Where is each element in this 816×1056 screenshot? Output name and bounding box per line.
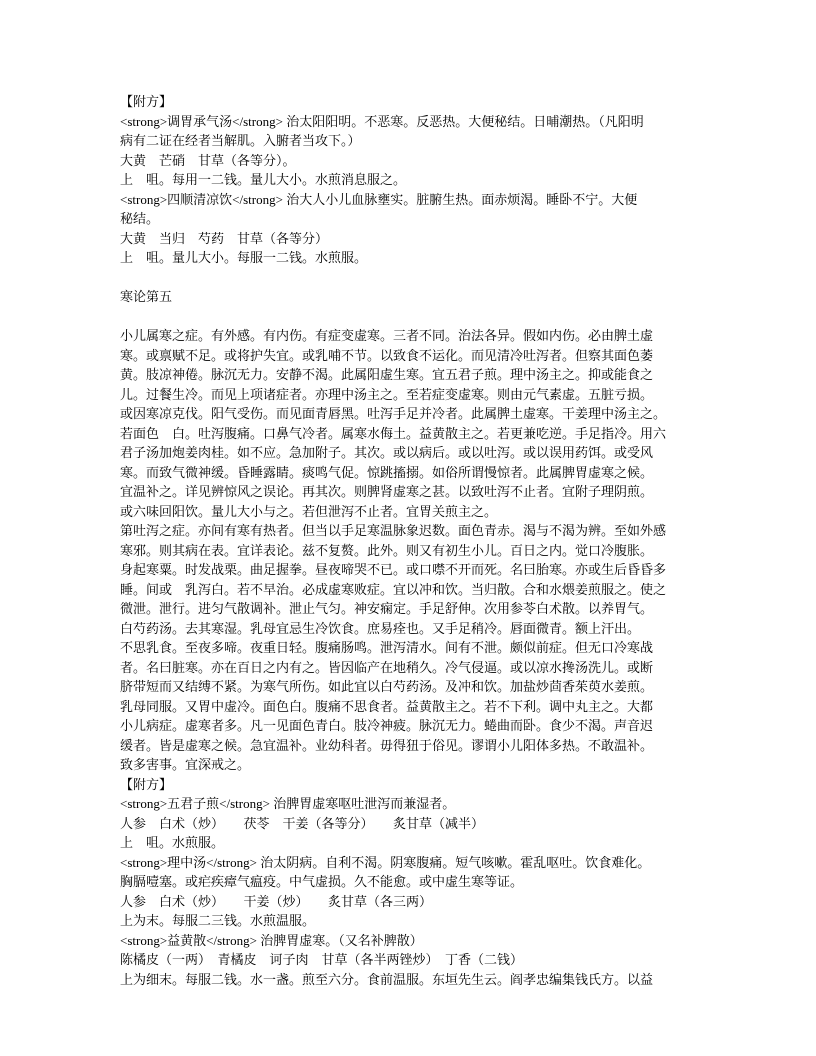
instruction-line: 上为细末。每服二钱。水一盏。煎至六分。食前温服。东垣先生云。阎孝忠编集钱氏方。以益 [120, 971, 654, 987]
body-text-line: 胸膈噎塞。或疟疾瘴气瘟疫。中气虚损。久不能愈。或中虚生寒等证。 [120, 874, 524, 889]
instruction-line: 上为末。每服二三钱。水煎温服。 [120, 913, 316, 928]
body-text-line: 君子汤加炮姜肉桂。如不应。急加附子。其次。或以病后。或以吐泻。或以误用药饵。或受风 [120, 445, 654, 460]
instruction-line: 上 咀。量儿大小。每服一二钱。水煎服。 [120, 250, 368, 265]
ingredient-line: 大黄 当归 芍药 甘草（各等分） [120, 230, 329, 246]
instruction-line: 上 咀。水煎服。 [120, 835, 225, 850]
body-text-line: 小儿病症。虚寒者多。凡一见面色青白。肢冷神疲。脉沉无力。蜷曲而卧。食少不渴。声音迟 [120, 718, 654, 733]
body-text-line: 身起寒粟。时发战栗。曲足握拳。昼夜啼哭不已。或口噤不开而死。名曰胎寒。亦或生后昏昏多 [120, 562, 667, 577]
body-text-line: 或因寒凉克伐。阳气受伤。而见面青唇黑。吐泻手足并冷者。此属脾土虚寒。干姜理中汤主之。 [120, 406, 667, 421]
body-text-line: 黄。肢凉神倦。脉沉无力。安静不渴。此属阳虚生寒。宜五君子煎。理中汤主之。抑或能食之 [120, 367, 654, 382]
body-text-line: 秘结。 [120, 211, 160, 226]
body-text-line: 或六味回阳饮。量儿大小与之。若但泄泻不止者。宜胃关煎主之。 [120, 503, 498, 519]
body-text-line: 第吐泻之症。亦间有寒有热者。但当以手足寒温脉象迟数。面色青赤。渴与不渴为辨。至如外感 [120, 523, 667, 538]
body-text-line: 若面色 白。吐泻腹痛。口鼻气冷者。属寒水侮土。益黄散主之。若更兼吃逆。手足指冷。用六 [120, 425, 667, 441]
document-content [120, 92, 710, 989]
body-text-line: 微泄。泄行。进匀气散调补。泄止气匀。神安痫定。手足舒伸。次用参苓白术散。以养胃气。 [120, 601, 654, 616]
body-text-line: 小儿属寒之症。有外感。有内伤。有症变虚寒。三者不同。治法各异。假如内伤。必由脾土虚 [120, 328, 654, 343]
formula-title-line: <strong>理中汤</strong> 治太阴病。自利不渴。阴寒腹痛。短气咳嗽。霍乱呕吐。饮食难化。 [120, 854, 651, 870]
body-text-line: 宜温补之。详见辨惊风之误论。再其次。则脾肾虚寒之甚。以致吐泻不止者。宜附子理阴煎。 [120, 484, 654, 499]
body-text-line: 乳母同服。又胃中虚冷。面色白。腹痛不思食者。益黄散主之。若不下利。调中丸主之。大都 [120, 698, 654, 714]
body-text-line: 睡。间或 乳泻白。若不早治。必成虚寒败症。宜以冲和饮。当归散。合和水煨姜煎服之。使之 [120, 581, 667, 597]
chapter-heading: 寒论第五 [120, 289, 173, 304]
formula-title-line: <strong>五君子煎</strong> 治脾胃虚寒呕吐泄泻而兼湿者。 [120, 796, 456, 811]
ingredient-line: 人参 白术（炒） 干姜（炒） 炙甘草（各三两） [120, 893, 433, 909]
instruction-line: 上 咀。每用一二钱。量儿大小。水煎消息服之。 [120, 172, 407, 187]
ingredient-line: 大黄 芒硝 甘草（各等分）。 [120, 152, 296, 168]
body-text-line: 寒邪。则其病在表。宜详表论。兹不复赘。此外。则又有初生小儿。百日之内。觉口冷腹胀。 [120, 542, 654, 558]
body-text-line: 缓者。皆是虚寒之候。急宜温补。业幼科者。毋得狃于俗见。谬谓小儿阳体多热。不敢温补。 [120, 737, 654, 753]
body-text-line: 寒。或禀赋不足。或将护失宜。或乳哺不节。以致食不运化。而见清冷吐泻者。但察其面色萎 [120, 347, 654, 363]
formula-title-line: <strong>调胃承气汤</strong> 治太阳阳明。不恶寒。反恶热。大便秘结。日晡潮热。（凡阳明 [120, 113, 644, 129]
formula-title-line: <strong>益黄散</strong> 治脾胃虚寒。（又名补脾散） [120, 932, 423, 948]
body-text-line: 病有二证在经者当解肌。入腑者当攻下。） [120, 133, 361, 148]
appendix-heading: 【附方】 [120, 776, 173, 792]
ingredient-line: 人参 白术（炒） 茯苓 干姜（各等分） 炙甘草（减半） [120, 815, 485, 831]
body-text-line: 白芍药汤。去其寒湿。乳母宜忌生冷饮食。庶易痊也。又手足稍冷。唇面微青。额上汗出。 [120, 620, 641, 636]
ingredient-line: 陈橘皮（一两） 青橘皮 诃子肉 甘草（各半两锉炒） 丁香（二钱） [120, 952, 524, 967]
formula-title-line: <strong>四顺清凉饮</strong> 治大人小儿血脉壅实。脏腑生热。面赤烦渴。睡卧不宁。大便 [120, 191, 638, 207]
body-text-line: 致多害事。宜深戒之。 [120, 757, 251, 772]
body-text-line: 儿。过餐生冷。而见上项诸症者。亦理中汤主之。至若症变虚寒。则由元气素虚。五脏亏损。 [120, 386, 654, 402]
body-text-line: 不思乳食。至夜多啼。夜重日轻。腹痛肠鸣。泄泻清水。间有不泄。颇似前症。但无口冷寒战 [120, 640, 654, 655]
appendix-heading: 【附方】 [120, 94, 173, 109]
body-text-line: 脐带短而又结缚不紧。为寒气所伤。如此宜以白芍药汤。及冲和饮。加盐炒茴香茱萸水姜煎。 [120, 679, 654, 694]
body-text-line: 者。名曰脏寒。亦在百日之内有之。皆因临产在地稍久。冷气侵逼。或以凉水搀汤洗儿。或断 [120, 659, 654, 675]
body-text-line: 寒。而致气微神缓。昏睡露睛。痰鸣气促。惊跳搐搦。如俗所谓慢惊者。此属脾胃虚寒之候。 [120, 464, 654, 480]
